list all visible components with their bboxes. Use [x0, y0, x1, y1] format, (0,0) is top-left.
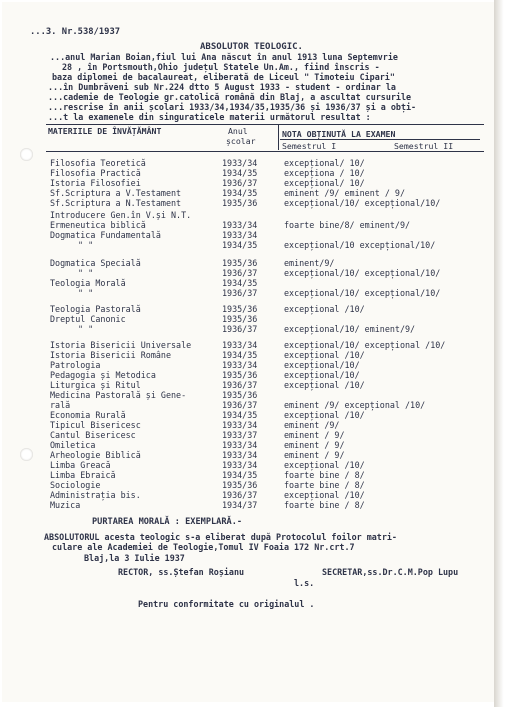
- grade-cell: foarte bine / 8/: [284, 480, 365, 490]
- year-cell: 1935/36: [222, 314, 258, 324]
- grade-cell: excepțional/10/: [284, 370, 360, 380]
- grade-cell: excepționa / 10/: [284, 168, 365, 178]
- subject-cell: Muzica: [50, 500, 81, 510]
- year-cell: 1933/34: [222, 158, 258, 168]
- issue-date: Blaj,la 3 Iulie 1937: [84, 553, 185, 563]
- year-cell: 1936/37: [222, 178, 258, 188]
- subject-cell: Sf.Scriptura a N.Testament: [50, 198, 182, 208]
- subject-cell: Economia Rurală: [50, 410, 126, 420]
- year-cell: 1933/34: [222, 220, 258, 230]
- year-cell: 1936/37: [222, 380, 258, 390]
- intro-line: baza diplomei de bacalaureat, eliberată de Liceul " Timoteiu Cipari": [52, 72, 395, 82]
- grade-cell: excepțional/10/ eminent/9/: [284, 324, 416, 334]
- page-edge: [494, 0, 510, 707]
- year-cell: 1934/35: [222, 410, 258, 420]
- year-cell: 1933/34: [222, 420, 258, 430]
- closing-line: ABSOLUTORUL acesta teologic s-a eliberat după Protocolul foilor matri-: [44, 532, 397, 542]
- intro-line: ...în Dumbrăveni sub Nr.224 dtto 5 August 1933 - student - ordinar la: [48, 82, 396, 92]
- year-cell: 1934/35: [222, 188, 258, 198]
- moral-conduct: PURTAREA MORALĂ : EXEMPLARĂ.-: [92, 517, 243, 527]
- grade-cell: excepțional /10/: [284, 490, 365, 500]
- grade-cell: excepțional /10/: [284, 350, 365, 360]
- rector-signature: RECTOR, ss.Ștefan Roșianu: [118, 567, 245, 577]
- year-cell: 1933/34: [222, 340, 258, 350]
- grade-cell: eminent / 9/: [284, 450, 345, 460]
- grade-cell: excepțional/10/ excepțional/10/: [284, 198, 441, 208]
- grade-cell: eminent / 9/: [284, 440, 345, 450]
- subject-cell: Istoria Bisericii Române: [50, 350, 172, 360]
- subject-cell: Sociologie: [50, 480, 101, 490]
- intro-line: ...t la examenele din singuraticele materii următorul resultat :: [48, 112, 371, 122]
- subject-cell: " ": [78, 240, 94, 250]
- subject-cell: Administrația bis.: [50, 490, 141, 500]
- subject-cell: " ": [78, 324, 94, 334]
- subject-cell: Teologia Morală: [50, 278, 126, 288]
- subject-cell: Medicina Pastorală și Gene-: [50, 390, 187, 400]
- subject-cell: Limba Greacă: [50, 460, 111, 470]
- year-cell: 1936/37: [222, 490, 258, 500]
- grade-cell: eminent /9/: [284, 420, 340, 430]
- year-cell: 1933/34: [222, 360, 258, 370]
- subject-cell: Istoria Filosofiei: [50, 178, 141, 188]
- subject-cell: Dogmatica Fundamentală: [50, 230, 161, 240]
- year-cell: 1933/34: [222, 440, 258, 450]
- intro-line: ...rescrise în anii școlari 1933/34,1934/35,1935/36 și 1936/37 și a obți-: [48, 102, 417, 112]
- subject-cell: Sf.Scriptura a V.Testament: [50, 188, 182, 198]
- subject-cell: Tipicul Bisericesc: [50, 420, 141, 430]
- year-cell: 1934/37: [222, 500, 258, 510]
- year-cell: 1936/37: [222, 400, 258, 410]
- grade-cell: eminent /9/ eminent / 9/: [284, 188, 406, 198]
- grade-cell: excepțional /10/: [284, 304, 365, 314]
- year-cell: 1934/35: [222, 278, 258, 288]
- intro-line: 28 , în Portsmouth,Ohio județul Statele Un.Am., fiind înscris -: [62, 62, 380, 72]
- subject-cell: Patrologia: [50, 360, 101, 370]
- year-cell: 1934/35: [222, 240, 258, 250]
- year-cell: 1935/36: [222, 370, 258, 380]
- document-number: ...3. Nr.538/1937: [30, 27, 121, 37]
- subject-cell: Cantul Bisericesc: [50, 430, 136, 440]
- subject-cell: Arheologie Biblică: [50, 450, 141, 460]
- subject-cell: Istoria Bisericii Universale: [50, 340, 192, 350]
- subject-cell: Pedagogia și Metodica: [50, 370, 156, 380]
- subject-cell: Omiletica: [50, 440, 96, 450]
- header-divider: [278, 124, 279, 150]
- year-cell: 1933/34: [222, 230, 258, 240]
- year-cell: 1935/36: [222, 480, 258, 490]
- document-title: ABSOLUTOR TEOLOGIC.: [200, 42, 303, 52]
- grade-cell: foarte bine / 8/: [284, 500, 365, 510]
- closing-line: culare ale Academiei de Teologie,Tomul IV Foaia 172 Nr.crt.7: [52, 542, 355, 552]
- subject-cell: Introducere Gen.în V.și N.T.: [50, 210, 192, 220]
- grade-cell: eminent / 9/: [284, 430, 345, 440]
- locus-sigilli: l.s.: [294, 578, 315, 588]
- subject-cell: " ": [78, 288, 94, 298]
- grade-cell: excepțional/10/ excepțional/10/: [284, 268, 441, 278]
- punch-hole: [20, 148, 33, 161]
- grade-cell: excepțional/10/ excepțional /10/: [284, 340, 446, 350]
- intro-line: ...anul Marian Boian,fiul lui Ana născut în anul 1913 luna Septemvrie: [50, 52, 398, 62]
- subject-cell: Dreptul Canonic: [50, 314, 126, 324]
- subject-cell: rală: [50, 400, 71, 410]
- grade-cell: foarte bine/8/ eminent/9/: [284, 220, 411, 230]
- year-cell: 1934/35: [222, 470, 258, 480]
- year-cell: 1935/36: [222, 258, 258, 268]
- year-cell: 1936/37: [222, 324, 258, 334]
- year-cell: 1936/37: [222, 268, 258, 278]
- grade-cell: excepțional/10/: [284, 360, 360, 370]
- grade-cell: excepțional /10/: [284, 410, 365, 420]
- year-cell: 1935/36: [222, 390, 258, 400]
- year-cell: 1934/35: [222, 350, 258, 360]
- grade-cell: excepțional/10/ excepțional/10/: [284, 288, 441, 298]
- col-year-header: Anul: [228, 126, 248, 136]
- subject-cell: Liturgica și Ritul: [50, 380, 141, 390]
- punch-hole: [20, 448, 33, 461]
- year-cell: 1934/35: [222, 168, 258, 178]
- year-cell: 1933/34: [222, 450, 258, 460]
- year-cell: 1933/34: [222, 460, 258, 470]
- col-sem2-header: Semestrul II: [394, 141, 454, 151]
- subject-cell: Dogmatica Specială: [50, 258, 141, 268]
- header-bottom-rule: [46, 151, 484, 152]
- grade-cell: foarte bine / 8/: [284, 470, 365, 480]
- subject-cell: Filosofia Practică: [50, 168, 141, 178]
- grade-cell: excepțional /10/: [284, 460, 365, 470]
- col-subjects-header: MATERIILE DE ÎNVĂȚĂMÂNT: [48, 126, 162, 136]
- grade-header-rule: [280, 139, 480, 140]
- subject-cell: Filosofia Teoretică: [50, 158, 146, 168]
- subject-cell: " ": [78, 268, 94, 278]
- header-top-rule: [46, 124, 484, 125]
- grade-cell: eminent/9/: [284, 258, 335, 268]
- year-cell: 1935/36: [222, 198, 258, 208]
- year-cell: 1936/37: [222, 288, 258, 298]
- grade-cell: excepțional /10/: [284, 380, 365, 390]
- secretary-signature: SECRETAR,ss.Dr.C.M.Pop Lupu: [322, 567, 459, 577]
- col-sem1-header: Semestrul I: [282, 141, 337, 151]
- intro-line: ...cademie de Teologie gr.catolică română din Blaj, a ascultat cursurile: [48, 92, 412, 102]
- subject-cell: Ermeneutica biblică: [50, 220, 146, 230]
- grade-cell: eminent /9/ excepțional /10/: [284, 400, 426, 410]
- col-grade-header: NOTA OBȚINUTĂ LA EXAMEN: [282, 129, 396, 139]
- grade-cell: excepțional/ 10/: [284, 158, 365, 168]
- conformity-note: Pentru conformitate cu originalul .: [138, 599, 315, 609]
- subject-cell: Teologia Pastorală: [50, 304, 141, 314]
- year-cell: 1935/36: [222, 304, 258, 314]
- col-year-header-2: școlar: [226, 136, 256, 146]
- grade-cell: excepțional/10 excepțional/10/: [284, 240, 436, 250]
- subject-cell: Limba Ebraică: [50, 470, 116, 480]
- year-cell: 1933/37: [222, 430, 258, 440]
- grade-cell: excepțional/ 10/: [284, 178, 365, 188]
